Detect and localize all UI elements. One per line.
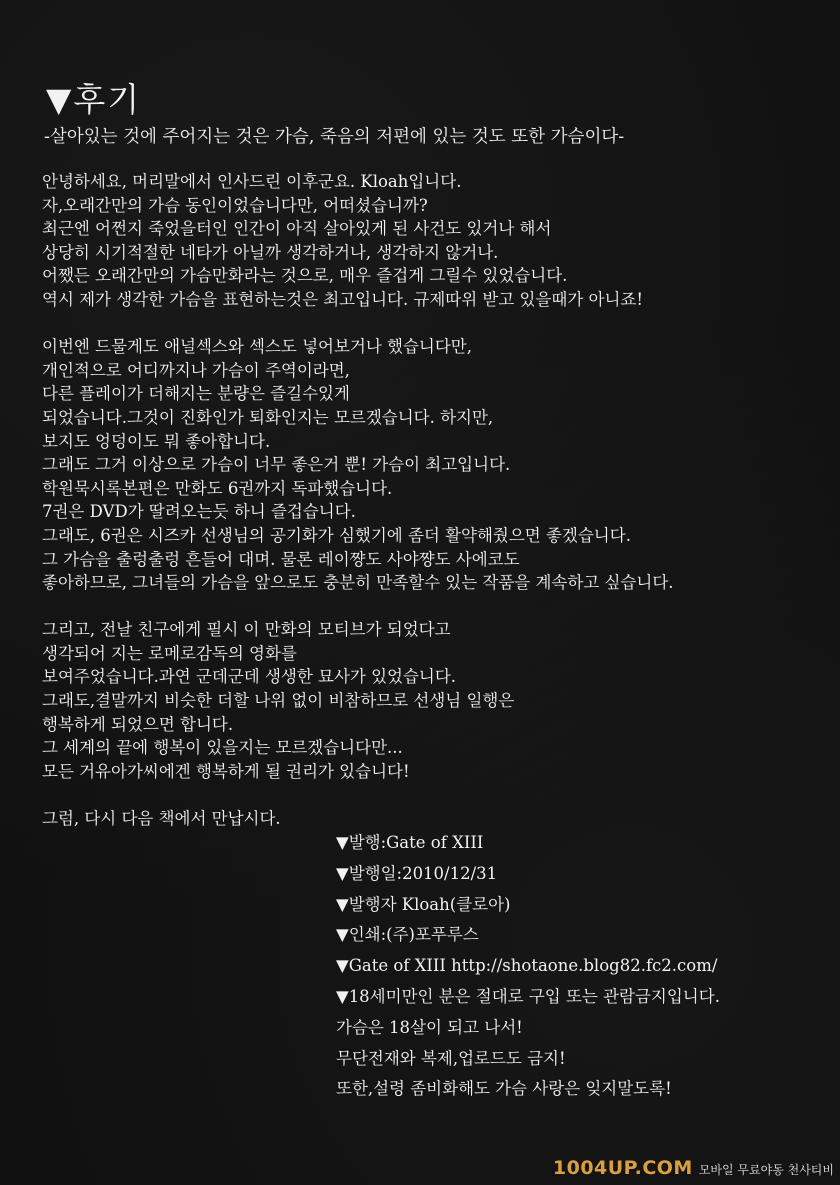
colophon-date: ▼발행일:2010/12/31	[336, 863, 498, 883]
paragraph	[42, 170, 832, 312]
text-line: 그럼, 다시 다음 책에서 만납시다.	[42, 809, 281, 829]
page-title: ▼후기	[46, 80, 142, 119]
text-line: 보지도 엉덩이도 뭐 좋아합니다.	[42, 431, 271, 451]
text-line: 상당히 시기적절한 네타가 아닐까 생각하거나, 생각하지 않거나.	[42, 242, 499, 262]
colophon	[336, 828, 836, 1105]
text-line: 좋아하므로, 그녀들의 가슴을 앞으로도 충분히 만족할수 있는 작품을 계속하고 싶습니다.	[42, 573, 674, 593]
watermark-site: 1004UP.COM	[552, 1157, 693, 1179]
colophon-note: 가슴은 18살이 되고 나서!	[336, 1017, 523, 1037]
text-line: 7권은 DVD가 딸려오는듯 하니 즐겁습니다.	[42, 502, 356, 522]
text-line: 역시 제가 생각한 가슴을 표현하는것은 최고입니다. 규제따위 받고 있을때가 아니죠!	[42, 289, 644, 309]
text-line: 그 가슴을 출렁출렁 흔들어 대며. 물론 레이쨩도 사야쨩도 사에코도	[42, 549, 520, 569]
text-line: 다른 플레이가 더해지는 분량은 즐길수있게	[42, 384, 350, 404]
paragraph-gap	[42, 783, 832, 807]
text-line: 개인적으로 어디까지나 가슴이 주역이라면,	[42, 360, 350, 380]
text-line: 되었습니다.그것이 진화인가 퇴화인지는 모르겠습니다. 하지만,	[42, 407, 494, 427]
text-line: 자,오래간만의 가슴 동인이었습니다만, 어떠셨습니까?	[42, 195, 428, 215]
text-line: 안녕하세요, 머리말에서 인사드린 이후군요. Kloah입니다.	[42, 172, 462, 191]
watermark	[553, 1155, 834, 1181]
text-line: 그래도, 6권은 시즈카 선생님의 공기화가 심했기에 좀더 활약해줬으면 좋겠습니다.	[42, 525, 631, 545]
paragraph	[42, 618, 832, 783]
text-line: 생각되어 지는 로메로감독의 영화를	[42, 643, 297, 663]
colophon-note: 무단전재와 복제,업로드도 금지!	[336, 1048, 566, 1068]
text-line: 그래도,결말까지 비슷한 더할 나위 없이 비참하므로 선생님 일행은	[42, 691, 515, 711]
colophon-author: ▼발행자 Kloah(클로아)	[336, 894, 511, 914]
text-line: 최근엔 어쩐지 죽었을터인 인간이 아직 살아있게 된 사건도 있거나 해서	[42, 219, 552, 239]
colophon-website: ▼Gate of XIII http://shotaone.blog82.fc2.com/	[336, 956, 718, 976]
colophon-printer: ▼인쇄:(주)포푸루스	[336, 925, 479, 945]
colophon-note: 또한,설령 좀비화해도 가슴 사랑은 잊지말도록!	[336, 1079, 672, 1099]
page-subtitle: -살아있는 것에 주어지는 것은 가슴, 죽음의 저편에 있는 것도 또한 가슴이다-	[44, 127, 625, 147]
paragraph-gap	[42, 312, 832, 336]
text-line: 그 세계의 끝에 행복이 있을지는 모르겠습니다만...	[42, 738, 403, 758]
text-line: 모든 거유아가씨에겐 행복하게 될 권리가 있습니다!	[42, 761, 410, 781]
watermark-tagline: 모바일 무료야동 천사티비	[698, 1163, 834, 1177]
text-line: 학원묵시록본편은 만화도 6권까지 독파했습니다.	[42, 478, 393, 498]
text-line: 이번엔 드물게도 애널섹스와 섹스도 넣어보거나 했습니다만,	[42, 337, 472, 357]
text-line: 그리고, 전날 친구에게 필시 이 만화의 모티브가 되었다고	[42, 620, 451, 640]
paragraph	[42, 335, 832, 595]
text-line: 그래도 그거 이상으로 가슴이 너무 좋은거 뿐! 가슴이 최고입니다.	[42, 455, 511, 475]
text-line: 행복하게 되었으면 합니다.	[42, 714, 234, 734]
paragraph-gap	[42, 595, 832, 619]
colophon-publisher: ▼발행:Gate of XIII	[336, 833, 484, 852]
text-line: 어쨌든 오래간만의 가슴만화라는 것으로, 매우 즐겁게 그릴수 있었습니다.	[42, 266, 568, 286]
colophon-age-notice: ▼18세미만인 분은 절대로 구입 또는 관람금지입니다.	[336, 986, 720, 1006]
text-line: 보여주었습니다.과연 군데군데 생생한 묘사가 있었습니다.	[42, 667, 457, 687]
afterword-body	[42, 170, 832, 831]
